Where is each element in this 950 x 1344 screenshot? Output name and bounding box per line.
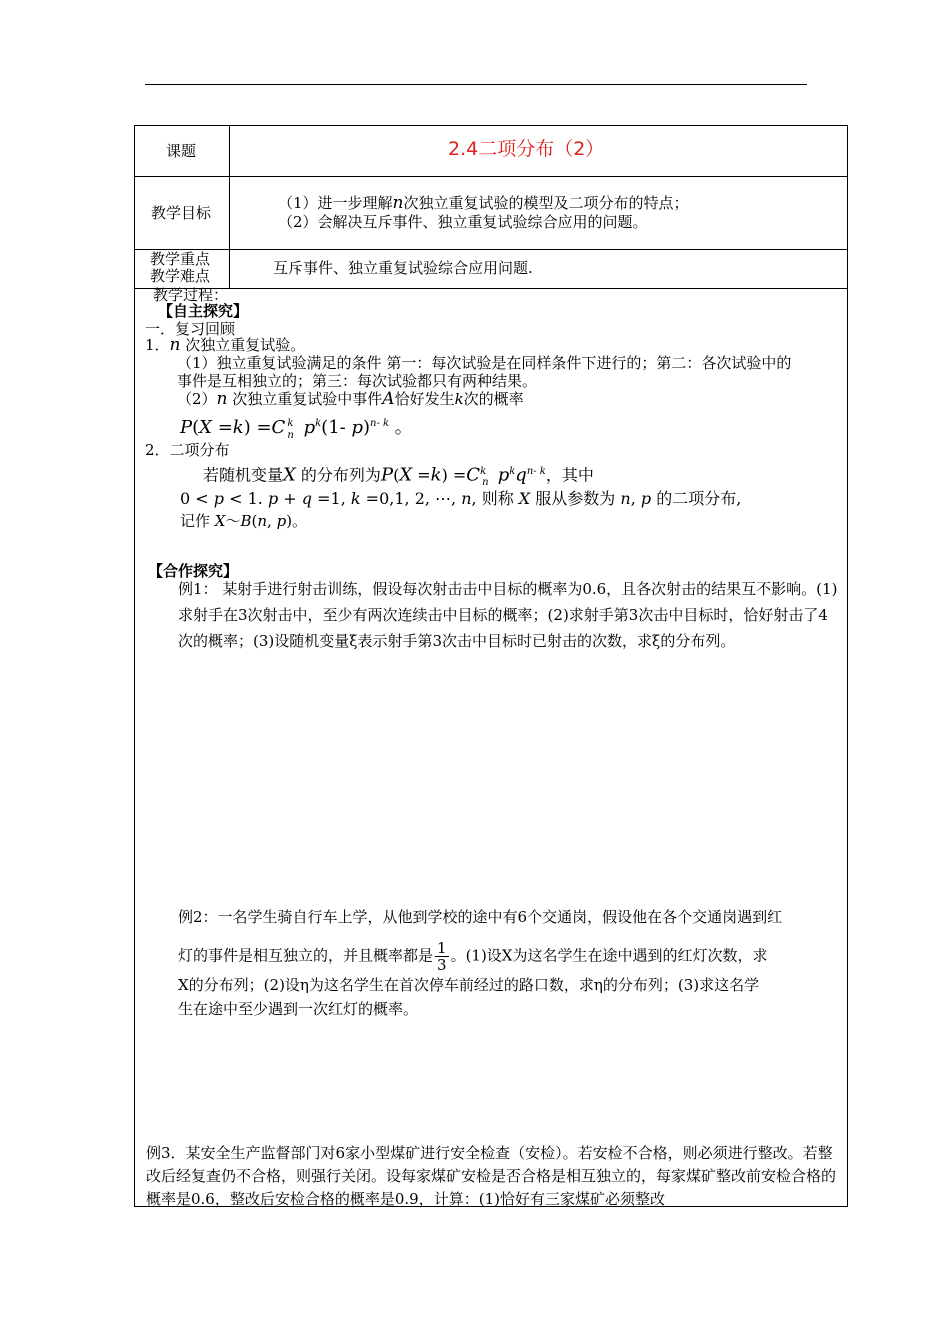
goal-1: （1）进一步理解n次独立重复试验的模型及二项分布的特点； xyxy=(278,193,689,213)
lesson-title: 2.4二项分布（2） xyxy=(448,138,605,160)
item-1b: （2）n 次独立重复试验中事件A恰好发生k次的概率 xyxy=(177,389,524,409)
example-2-line2: 灯的事件是相互独立的，并且概率都是 $\frac{1}{3}$ 。(1)设X为这名学生在途中遇到的红灯次数，求 xyxy=(178,939,768,974)
item-1a: （1）独立重复试验满足的条件 第一：每次试验是在同样条件下进行的；第二：各次试验中的 xyxy=(177,354,792,372)
header-rule xyxy=(145,84,807,85)
key-label: 教学重点 xyxy=(150,250,211,268)
example-2-line3: X的分布列；(2)设η为这名学生在首次停车前经过的路口数，求η的分布列；(3)求这名学 xyxy=(178,976,760,994)
formula-binomial-prob: P(X =k) =C $^k_n$ $p^k(1-$ p)$^{n- k}$ 。 xyxy=(180,417,413,441)
item-2b: 0 < p < 1. p + q =1, k =0,1, 2, ⋯, n, 则称 X 服从参数为 n, p 的二项分布, xyxy=(180,489,742,508)
goal-label: 教学目标 xyxy=(151,204,212,222)
item-2c: 记作 X～B(n, p)。 xyxy=(180,512,308,530)
item-2: 2．二项分布 xyxy=(145,441,230,459)
goal-2: （2）会解决互斥事件、独立重复试验综合应用的问题。 xyxy=(278,213,648,231)
topic-label: 课题 xyxy=(166,142,197,160)
example-3: 例3．某安全生产监督部门对6家小型煤矿进行安全检查（安检）。若安检不合格，则必须进行整改。若整改后经复查仍不合格，则强行关闭。设每家煤矿安检是否合格是相互独立的，每家煤矿整改前安检合格的概率是0.6，整改后安检合格的概率是0.9，计算：(1)恰好有三家煤矿必须整改 xyxy=(146,1144,837,1208)
row-divider xyxy=(134,288,848,289)
row-divider xyxy=(134,249,848,250)
item-1a-cont: 事件是互相独立的；第三：每次试验都只有两种结果。 xyxy=(177,372,538,390)
example-2-line1: 例2：一名学生骑自行车上学，从他到学校的途中有6个交通岗，假设他在各个交通岗遇到红 xyxy=(178,908,783,926)
difficulty-label: 教学难点 xyxy=(150,267,211,285)
example-2-line4: 生在途中至少遇到一次红灯的概率。 xyxy=(178,1000,419,1018)
cooperate-heading: 【合作探究】 xyxy=(148,562,239,580)
self-explore-heading: 【自主探究】 xyxy=(158,302,249,320)
fraction-one-third: $\frac{1}{3}$ xyxy=(437,939,447,974)
review-heading: 一．复习回顾 xyxy=(145,320,236,338)
item-2a: 若随机变量X 的分布列为$P(X =k) =C^k_n$ $p^kq^{n- k}$，其中 xyxy=(203,464,594,488)
process-label: 教学过程： xyxy=(153,286,229,304)
example-1: 例1： 某射手进行射击训练，假设每次射击击中目标的概率为0.6，且各次射击的结果互不影响。(1)求射手在3次射击中，至少有两次连续击中目标的概率；(2)求射手第3次击中目标时，恰好射击了4次的概率；(3)设随机变量ξ表示射手第3次击中目标时已射击的次数，求ξ的分布列。 xyxy=(178,580,838,650)
column-divider xyxy=(229,125,230,288)
row-divider xyxy=(134,176,848,177)
key-text: 互斥事件、独立重复试验综合应用问题. xyxy=(273,259,533,277)
item-1: 1．n 次独立重复试验。 xyxy=(145,335,306,355)
